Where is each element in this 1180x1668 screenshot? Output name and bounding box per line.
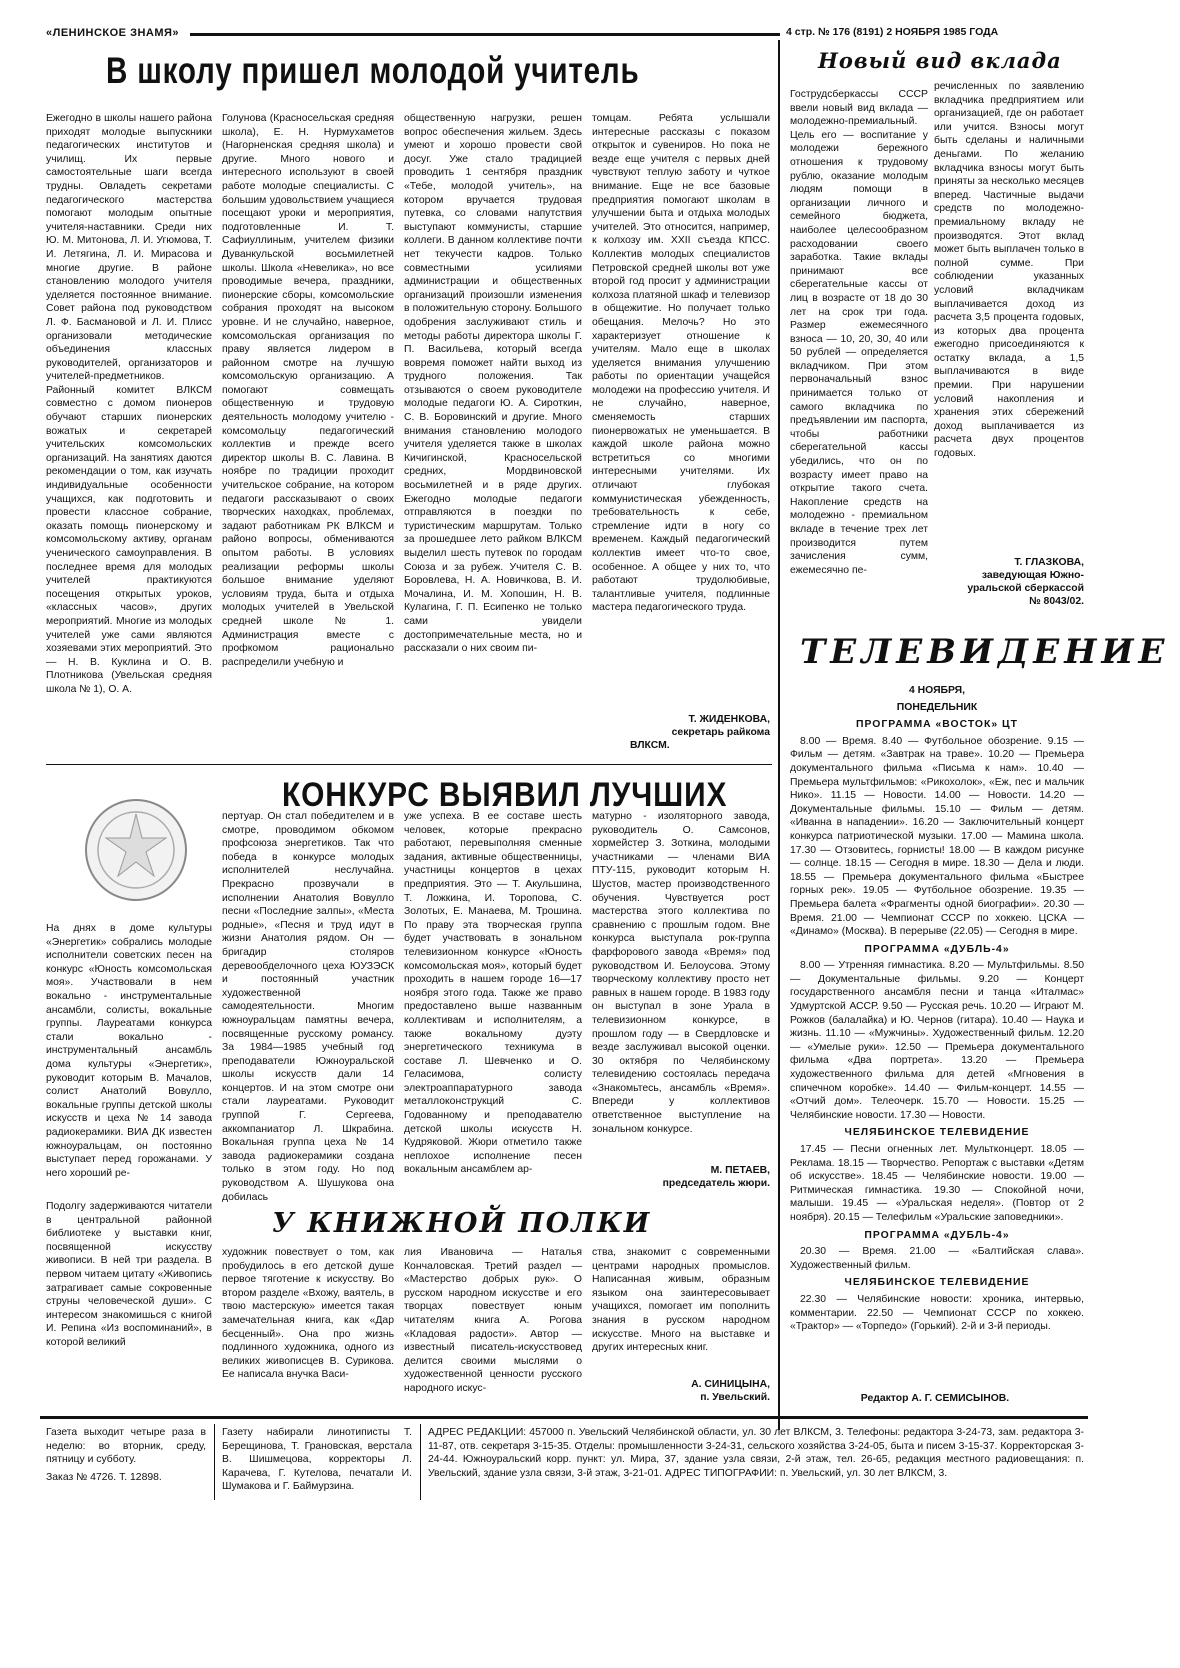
tv-program-1: ПРОГРАММА «ВОСТОК» ЦТ bbox=[856, 719, 1018, 731]
deposit-sig-role1: заведующая Южно- bbox=[981, 570, 1084, 581]
masthead-issue: 4 стр. № 176 (8191) 2 НОЯБРЯ 1985 ГОДА bbox=[786, 26, 999, 38]
footer-top-rule bbox=[40, 1416, 1088, 1419]
books-sig-name: А. СИНИЦЫНА, bbox=[691, 1379, 770, 1390]
deposit-sig-role3: № 8043/02. bbox=[1029, 596, 1084, 607]
contest-col-1: На днях в доме культуры «Энергетик» собрались молодые исполнители советских песен на конкурс «Юность комсомольская моя». Участвовали в нем вокально - инструментальные ансамбли, солисты, вокальные группы. Лауреатами конкурса стали вокально - инструментальный ансамбль дома культуры «Энергетик», руководит которым В. Мачалов, солист Анатолий Вовулло, вокальные группы детской школы искусств и цеха № 14 завода радиокерамики. ВИА ДК известен южноуральцам, он постоянно выступает перед горожанами. У него хороший ре- bbox=[46, 923, 212, 1179]
tv-headline: ТЕЛЕВИДЕНИЕ bbox=[800, 632, 1170, 672]
footer-divider-1 bbox=[214, 1424, 215, 1500]
contest-col-4: матурно - изоляторного завода, руководитель О. Самсонов, хормейстер З. Зоткина, молодыми участниками — членами ВИА ПТУ-115, руководит которым Н. Шустов, мастер производственного обучения. Чувствуется рост мастерства этого коллектива по сравнению с прошлым годом. Вне конкурса выступала рок-группа фарфорового завода «Время» под руководством И. Белоусова. Этому творческому коллективу просто нет равных в нашем городе. В 1983 году он выступал в зоне Урала в телевизионном конкурсе, в прошлом году — в Свердловске и везде заслуживал высокой оценки. 30 октября по Челябинскому телевидению состоялась передача «Знакомьтесь, ансамбль «Время». Впереди у коллективов ответственное выступление на зональном конкурсе. bbox=[592, 811, 770, 1135]
books-col-4: ства, знакомит с современными центрами народных промыслов. Написанная живым, образным языком она заинтересовывает учащихся, помогает им пополнить знания в русском народном искусстве. Много на выставке и других интересных книг. bbox=[592, 1247, 770, 1354]
deposit-col-1: Гострудсберкассы СССР ввели новый вид вклада — молодежно-премиальный. Цель его — воспитание у молодежи бережного отношения к трудовому рублю, оказание молодым людям помощи в организации личного и семейного бюджета, наиболее целесообразном расходовании своего заработка. Такие вклады принимают все сберегательные кассы от лиц в возрасте от 18 до 30 лет на срок три года. Размер ежемесячного взноса — 10, 20, 30, 40 или 50 рублей — определяется вкладчиком. При этом первоначальный взнос принимается только от самого вкладчика по предъявлении им паспорта, чтобы работники сберегательной кассы убедились, что он по возрасту имеет право на открытие такого счета. Накопление средств на молодежно - премиальном вкладе в течение трех лет производится путем зачисления сумм, ежемесячно пе- bbox=[790, 89, 928, 576]
tv-day: ПОНЕДЕЛЬНИК bbox=[896, 701, 978, 713]
footer-typesetters: Газету набирали линотиписты Т. Берещинова, Т. Грановская, верстала В. Шишмецова, корректоры Л. Карачева, Г. Кутелова, печатали И. Шумакова и Г. Баймурзина. bbox=[222, 1427, 412, 1493]
contest-top-rule bbox=[46, 764, 772, 765]
editor-line: Редактор А. Г. СЕМИСЫНОВ. bbox=[860, 1393, 1010, 1404]
teacher-headline: В школу пришел молодой учитель bbox=[106, 50, 640, 91]
masthead-paper: «ЛЕНИНСКОЕ ЗНАМЯ» bbox=[46, 27, 180, 39]
contest-col-3: уже успеха. В ее составе шесть человек, которые прекрасно работают, перевыполняя сменные задания, активные общественницы, участницы концертов в цехах предприятия. Это — Т. Акульшина, Т. Ложкина, И. Торопова, С. Золотых, Е. Манаева, М. Трошина. По праву эта творческая группа будет участвовать в зональном телевизионном конкурсе «Юность комсомольская моя», который будет проходить в нашем городе 16—17 ноября этого года. Также же право предоставлено выше названным коллективам и исполнителям, а также вокальному дуэту энергетического техникума в составе Л. Шевченко и О. Геласимова, солисту электроаппаратурного завода металлоконструкций С. Годованному и преподавателю детской школы искусств Н. Кудряковой. Жюри отметило также неплохое исполнение песен вокальным ансамблем ар- bbox=[404, 811, 582, 1176]
footer-order: Заказ № 4726. Т. 12898. bbox=[46, 1471, 162, 1483]
footer-address: АДРЕС РЕДАКЦИИ: 457000 п. Увельский Челябинской области, ул. 30 лет ВЛКСМ, 3. Телефоны: редактора 3-24-73, зам. редактора 3-11-87, отв. секретаря 3-15-35. Отделы: промышленности 3-24-31, сельского хозяйства 3-24-05, быта и писем 3-15-37. Корректорская 3-24-44. Южноуральский корр. пункт: ул. Мира, 37, здание узла связи, 2-й этаж, тел. 26-65, редакция местного радиовещания: п. Увельский, здание узла связи, 3-й этаж, 3-21-01. АДРЕС ТИПОГРАФИИ: п. Увельский, ул. 30 лет ВЛКСМ, 3. bbox=[428, 1427, 1084, 1479]
deposit-col-2: речисленных по заявлению вкладчика предприятием или организацией, где он работает или учится. Взносы могут быть сделаны и наличными деньгами. По желанию вкладчика взносы могут быть приняты за несколько месяцев вперед. Частичные выдачи средств по молодежно-премиальному вкладу не производятся. Этот вклад может быть выплачен только в полной сумме. При соблюдении указанных условий вкладчикам выплачивается доход из расчета 3,5 процента годовых, из которых два процента ежегодно присоединяются к остатку вклада, а 1,5 выплачиваются в виде премии. При нарушении условий накопления и хранения этих сбережений доход выплачивается из расчета двух процентов годовых. bbox=[934, 81, 1084, 460]
teacher-col-2: Голунова (Красносельская средняя школа), Е. Н. Нурмухаметов (Нагорненская средняя школа) и другие. Много нового и интересного используют в своей работе молодые специалисты. С большим удовольствием учащиеся посещают уроки и мероприятия, подготовленные И. Т. Сафиуллиным, учителем физики Дуванкульской восьмилетней школы. Школа «Невелика», но все проводимые вечера, праздники, пионерские сборы, комсомольские собрания проходят на высоком уровне. И не случайно, наверное, комсомольская организация по праву является лидером в районном смотре на лучшую комсомольскую организацию. А помогают совмещать общественную и трудовую деятельность молодому учителю - комсомольцу педагогический коллектив и прежде всего директор школы В. С. Лавина. В ноябре по традиции проходит учительское собрание, на котором педагоги рассказывают о своих творческих находках, проблемах, задают работникам РК ВЛКСМ и районо вопросы, обмениваются опытом работы. В условиях реализации реформы школы большое внимание уделяют условиям труда, быта и отдыха молодых учителей в Увельской средней школе № 1. Администрация вместе с профкомом рационально распределили учебную и bbox=[222, 113, 394, 668]
contest-col-2: пертуар. Он стал победителем и в смотре, проводимом обкомом профсоюза энергетиков. Так что победа в конкурсе молодых исполнителей неслучайна. Прекрасно прозвучали в исполнении Анатолия Вовулло песни «Последние залпы», «Места родные», «Песня и труд идут в жизни Анатолия рядом. Он — бригадир столяров деревообделочного цеха ЮУЗЭСК и постоянный участник художественной самодеятельности. Многим южноуральцам памятны вечера, посвященные русскому романсу. За 1984—1985 учебный год преподаватели Южноуральской школы искусств дали 14 концертов. И на этом смотре они стали лауреатами. Руководит группой Г. Сергеева, аккомпаниатор Л. Шкрабина. Вокальная группа цеха № 14 завода радиокерамики создана только в этом году. Но под руководством А. Шушукова она добилась bbox=[222, 811, 394, 1203]
books-headline: У КНИЖНОЙ ПОЛКИ bbox=[272, 1208, 652, 1239]
books-col-1: Подолгу задерживаются читатели в центральной районной библиотеке у выставки книг, посвященной искусству живописи. В ней три раздела. В первом читаем цитату «Живопись затрагивает самые сокровенные струны человеческой души». С интересом знакомишься с книгой И. Репина «Из воспоминаний», в которой великий bbox=[46, 1201, 212, 1348]
teacher-sig-role2: ВЛКСМ. bbox=[630, 740, 670, 751]
tv-schedule-5: 22.30 — Челябинские новости: хроника, интервью, комментарии. 22.50 — Чемпионат СССР по хоккею. «Трактор» — «Торпедо» (Горький). 2-й и 3-й периоды. bbox=[790, 1293, 1084, 1333]
footer-divider-2 bbox=[420, 1424, 421, 1500]
footer-schedule bbox=[46, 1426, 206, 1496]
teacher-sig-role1: секретарь райкома bbox=[671, 727, 770, 738]
tv-program-3: ЧЕЛЯБИНСКОЕ ТЕЛЕВИДЕНИЕ bbox=[844, 1127, 1030, 1139]
vertical-divider bbox=[778, 40, 780, 1430]
tv-date: 4 НОЯБРЯ, bbox=[908, 685, 966, 696]
teacher-sig-name: Т. ЖИДЕНКОВА, bbox=[688, 714, 770, 725]
deposit-signature bbox=[934, 556, 1084, 608]
tv-program-5: ЧЕЛЯБИНСКОЕ ТЕЛЕВИДЕНИЕ bbox=[844, 1277, 1030, 1289]
teacher-signature bbox=[592, 713, 770, 752]
tv-schedule-4: 20.30 — Время. 21.00 — «Балтийская слава». Художественный фильм. bbox=[790, 1246, 1084, 1271]
teacher-col-1: Ежегодно в школы нашего района приходят молодые выпускники педагогических институтов и училищ. Их первые самостоятельные шаги всегда трудны. Овладеть секретами педагогического мастерства помогают молодым опытные учителя-наставники. Среди них Ю. М. Митонова, Л. И. Угюмова, Т. И. Летягина, Л. И. Мирасова и многие другие. В районе становлению молодого учителя уделяется постоянное внимание. Совет района под руководством Л. Ф. Басмановой и Л. И. Плисс организовали методические объединения классных руководителей, организаторов и учителей-предметников. Районный комитет ВЛКСМ совместно с домом пионеров обучают старших пионерских вожатых и секретарей учительских комсомольских организаций. На занятиях даются рекомендации о том, как изучать индивидуальные особенности учащихся, как подготовить и провести классное собрание, оказать помощь пионерскому и комсомольскому активу, органам ученического самоуправления. В последнее время для молодых учителей практикуются посещения открытых уроков, «классных часов», других мероприятий. Многие из молодых учителей уже сами являются хозяевами этих мероприятий. Это — Н. В. Куклина и О. В. Плотникова (Увельская средняя школа № 1), О. А. bbox=[46, 113, 212, 695]
contest-headline: КОНКУРС ВЫЯВИЛ ЛУЧШИХ bbox=[282, 776, 728, 814]
tv-listing bbox=[790, 680, 1084, 1402]
teacher-col-3: общественную нагрузки, решен вопрос обеспечения жильем. Здесь умеют и хорошо провести свой досуг. Уже стало традицией проводить 1 сентября праздник «Тебе, молодой учитель», на котором вручается трудовая путевка, со словами напутствия выступают коммунисты, старшие коллеги. В данном коллективе почти нет текучести кадров. Только совместными усилиями администрации и общественных организаций произошли изменения в положительную сторону. Большого одобрения заслуживают стиль и методы работы директора школы Г. П. Васильева, который всегда вовремя поможет найти выход из трудного положения. Так отзываются о своем руководителе молодые педагоги Ю. А. Сироткин, С. В. Боровинский и другие. Много внимания становлению молодого учителя уделяется также в школах Кичигинской, Красносельской средних, Мордвиновской восьмилетней и в ряде других. Ежегодно молодые педагоги отправляются в поездки по туристическим маршрутам. Только за прошедшее лето райком ВЛКСМ выделил шесть путевок по городам Союза и за рубеж. Учителя С. В. Боровлева, Н. А. Новичкова, В. И. Мочалина, И. М. Хопошин, Н. В. Кулагина, Г. П. Есипенко не только сами увидели достопримечательные места, но и рассказали о них своим пи- bbox=[404, 113, 582, 655]
footer-schedule-text: Газета выходит четыре раза в неделю: во вторник, среду, пятницу и субботу. bbox=[46, 1427, 206, 1466]
masthead-rule bbox=[190, 33, 780, 36]
books-signature bbox=[592, 1378, 770, 1404]
teacher-col-4: томцам. Ребята услышали интересные рассказы с показом открыток и сувениров. Но пока не везде еще учителя с первых дней чувствуют теплую заботу и чуткое внимание. Еще не все базовые предприятия помогают школам в улучшении быта и отдыха молодых учителей. Это относится, например, к колхозу им. XXII съезда КПСС. Коллектив молодых специалистов Петровской средней школы вот уже второй год просит у администрации колхоза платяной шкаф и телевизор в общежитие. Но получает только обещания. Мелочь? Но это характеризует отношение к учителям. Мало еще в школах уделяется внимания улучшению работы по ориентации учащейся молодежи на профессию учителя. И не случайно, наверное, сменяемость старших пионервожатых не уменьшается. В каждой школе района можно встретиться со многими интересными учителями. Их отличают глубокая коммунистическая убежденность, требовательность к себе, стремление идти в ногу со временем. Каждый педагогический коллектив имеет что-то свое, особенное. А общее у них то, что работают трудолюбивые, талантливые учителя, подлинные мастера педагогического труда. bbox=[592, 113, 770, 614]
contest-emblem-icon bbox=[72, 786, 200, 914]
books-sig-role: п. Увельский. bbox=[700, 1392, 770, 1403]
tv-program-2: ПРОГРАММА «ДУБЛЬ-4» bbox=[864, 943, 1010, 955]
tv-schedule-3: 17.45 — Песни огненных лет. Мультконцерт. 18.05 — Реклама. 18.15 — Творчество. Репортаж с выставки «Детям об искусстве». 18.45 — Челябинские новости. 19.00 — Ритмическая гимнастика. 19.30 — Спокойной ночи, малыши. 19.45 — «Уральская неделя». (Повтор от 2 ноября). 20.15 — Телефильм «Уральские заповедники». bbox=[790, 1144, 1084, 1223]
deposit-headline: Новый вид вклада bbox=[818, 48, 1062, 73]
tv-schedule-1: 8.00 — Время. 8.40 — Футбольное обозрение. 9.15 — Фильм — детям. «Завтрак на траве». 10.20 — Премьера документального фильма «Письма к нам». 10.40 — Премьера мультфильмов: «Рикохолок», «Еж, пес и мальчик Нико». 11.15 — Новости. 14.00 — Новости. 14.20 — Документальные фильмы. 15.10 — Фильм — детям. «Иванна в нападении». 16.20 — Заключительный концерт конкурса патриотической музыки. 17.00 — Мамина школа. 17.30 — Отзовитесь, горнисты! 18.00 — В каждом рисунке — солнце. 18.15 — Сегодня в мире. 18.30 — Дела и люди. 18.55 — Премьера документального фильма «Быстрее горных рек». 19.05 — Футбольное обозрение. 19.35 — Премьера балета «Фрагменты одной биографии». 20.30 — Время. 21.00 — Чемпионат СССР по хоккею. ЦСКА — «Динамо» (Москва). В перерыве (22.05) — Сегодня в мире. bbox=[790, 735, 1084, 938]
deposit-sig-role2: уральской сберкассой bbox=[967, 583, 1084, 594]
books-col-3: лия Ивановича — Наталья Кончаловская. Третий раздел — «Мастерство добрых рук». О русском народном искусстве и его творцах повествует юным читателям книга А. Рогова «Кладовая радости». Автор — известный писатель-искусствовед делится своими мыслями о художественной ценности русского народного искус- bbox=[404, 1247, 582, 1394]
contest-signature bbox=[592, 1164, 770, 1190]
tv-program-4: ПРОГРАММА «ДУБЛЬ-4» bbox=[864, 1229, 1010, 1241]
contest-sig-name: М. ПЕТАЕВ, bbox=[710, 1165, 770, 1176]
books-col-2: художник повествует о том, как пробудилось в его детской душе первое тяготение к искусству. Во втором разделе «Вхожу, ваятель, в твою мастерскую» имеется такая замечательная книга, как «Дар бесценный». Она про жизнь подлинного художника, одного из великих живописцев В. Сурикова. Ее написала внучка Васи- bbox=[222, 1247, 394, 1381]
deposit-sig-name: Т. ГЛАЗКОВА, bbox=[1014, 557, 1084, 568]
tv-schedule-2: 8.00 — Утренняя гимнастика. 8.20 — Мультфильмы. 8.50 — Документальные фильмы. 9.20 — Концерт государственного ансамбля песни и танца «Италмас» Удмуртской АССР. 9.50 — Русская речь. 10.20 — Играют М. Рожков (балалайка) и Ю. Чернов (гитара). 10.40 — Наука и жизнь. 11.10 — «Мужчины». Художественный фильм. 12.20 — «Умелые руки». 12.50 — Премьера документального фильма «Два портрета». 13.20 — Премьера художественного фильма для детей «Мгновения в спичечном коробке». 14.40 — Фильм-концерт. 14.55 — «Отчий дом». Телеочерк. 15.70 — Новости. 15.25 — Челябинские новости. 17.30 — Новости. bbox=[790, 960, 1084, 1121]
contest-emblem bbox=[72, 786, 200, 914]
contest-sig-role: председатель жюри. bbox=[662, 1178, 770, 1189]
